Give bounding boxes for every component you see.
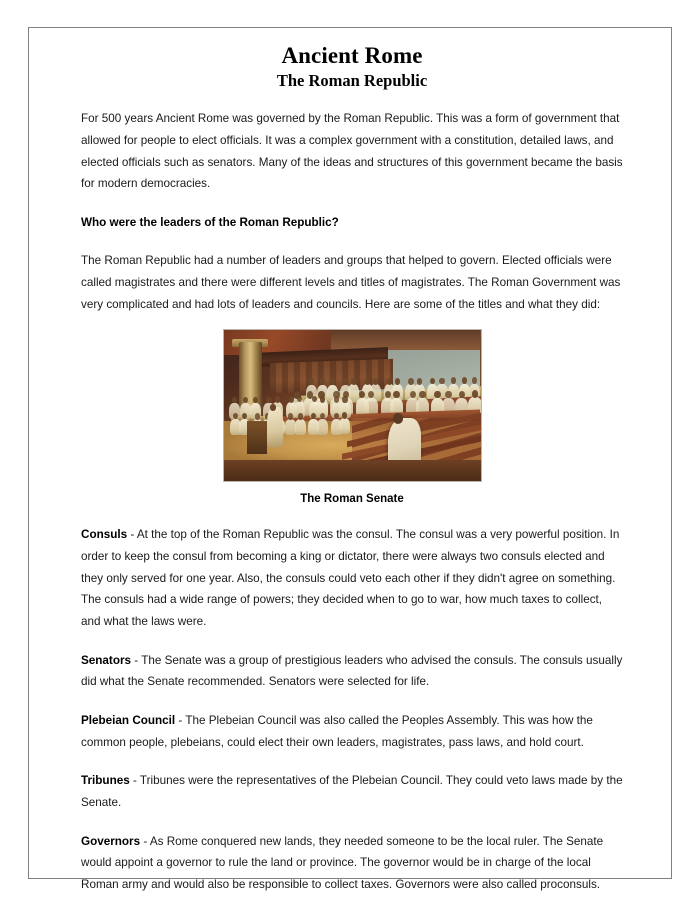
roman-senate-painting-image — [223, 329, 482, 482]
leader-entry-term: Governors — [81, 834, 141, 848]
leader-entry-term: Tribunes — [81, 774, 130, 788]
page-content — [81, 43, 623, 895]
podium-shape — [247, 421, 268, 454]
leader-entry-text: As Rome conquered new lands, they needed someone to be the local ruler. The Senate would appoint a governor to rule the land or province. The governor would be in charge of the local Roman army and would also be responsible to collect taxes. Governors were also called proconsuls. — [81, 834, 604, 891]
page-subtitle: The Roman Republic — [276, 71, 428, 91]
foreground-bench-shape — [224, 460, 481, 481]
leader-entry-term: Plebeian Council — [81, 713, 176, 727]
leader-entry-separator: - — [175, 713, 186, 727]
leader-entry-text: Tribunes were the representatives of the Plebeian Council. They could veto laws made by the Senate. — [81, 774, 623, 809]
leader-entry — [81, 650, 623, 693]
leader-entry-term: Consuls — [81, 528, 128, 542]
leader-entry-separator: - — [129, 774, 140, 788]
leader-entry-separator: - — [140, 834, 150, 848]
leader-entry-term: Senators — [81, 653, 132, 667]
section-intro-paragraph: The Roman Republic had a number of leaders and groups that helped to govern. Elected officials were called magistrates and there were different levels and titles of magistrates. The Roman Government was very complicated and had lots of leaders and councils. Here are some of the titles and what they did: — [81, 254, 621, 311]
leader-entry-text: The Senate was a group of prestigious leaders who advised the consuls. The consuls usually did what the Senate recommended. Senators were selected for life. — [81, 653, 623, 689]
leader-entry-text: At the top of the Roman Republic was the consul. The consul was a very powerful position. In order to keep the consul from becoming a king or dictator, there were always two consuls elected and they only served for one year. Also, the consuls could veto each other if they didn't agree on something. The consuls had a wide range of powers; they decided when to go to war, how much taxes to collect, and what the laws were. — [81, 528, 620, 629]
leader-entry-separator: - — [131, 653, 142, 667]
intro-paragraph: For 500 years Ancient Rome was governed by the Roman Republic. This was a form of government that allowed for people to elect officials. It was a complex government with a constitution, detailed laws, and elected officials such as senators. Many of the ideas and structures of this government became the basis for modern democracies. — [81, 112, 623, 191]
leader-entry — [81, 710, 623, 753]
leader-entries-list — [81, 524, 623, 895]
leader-entry — [81, 770, 623, 813]
page-title: Ancient Rome — [281, 43, 423, 68]
wall-upper-band-shape — [311, 330, 481, 350]
leader-entry-text: The Plebeian Council was also called the Peoples Assembly. This was how the common people, plebeians, could elect their own leaders, magistrates, pass laws, and hold court. — [81, 713, 593, 749]
figure-roman-senate — [81, 329, 623, 507]
section-heading: Who were the leaders of the Roman Republic? — [81, 215, 339, 229]
leader-entry-separator: - — [127, 528, 137, 542]
figure-caption: The Roman Senate — [300, 493, 404, 506]
leader-entry — [81, 831, 623, 896]
document-page — [28, 27, 672, 891]
leader-entry — [81, 524, 623, 632]
cicero-figure-shape — [267, 407, 282, 446]
